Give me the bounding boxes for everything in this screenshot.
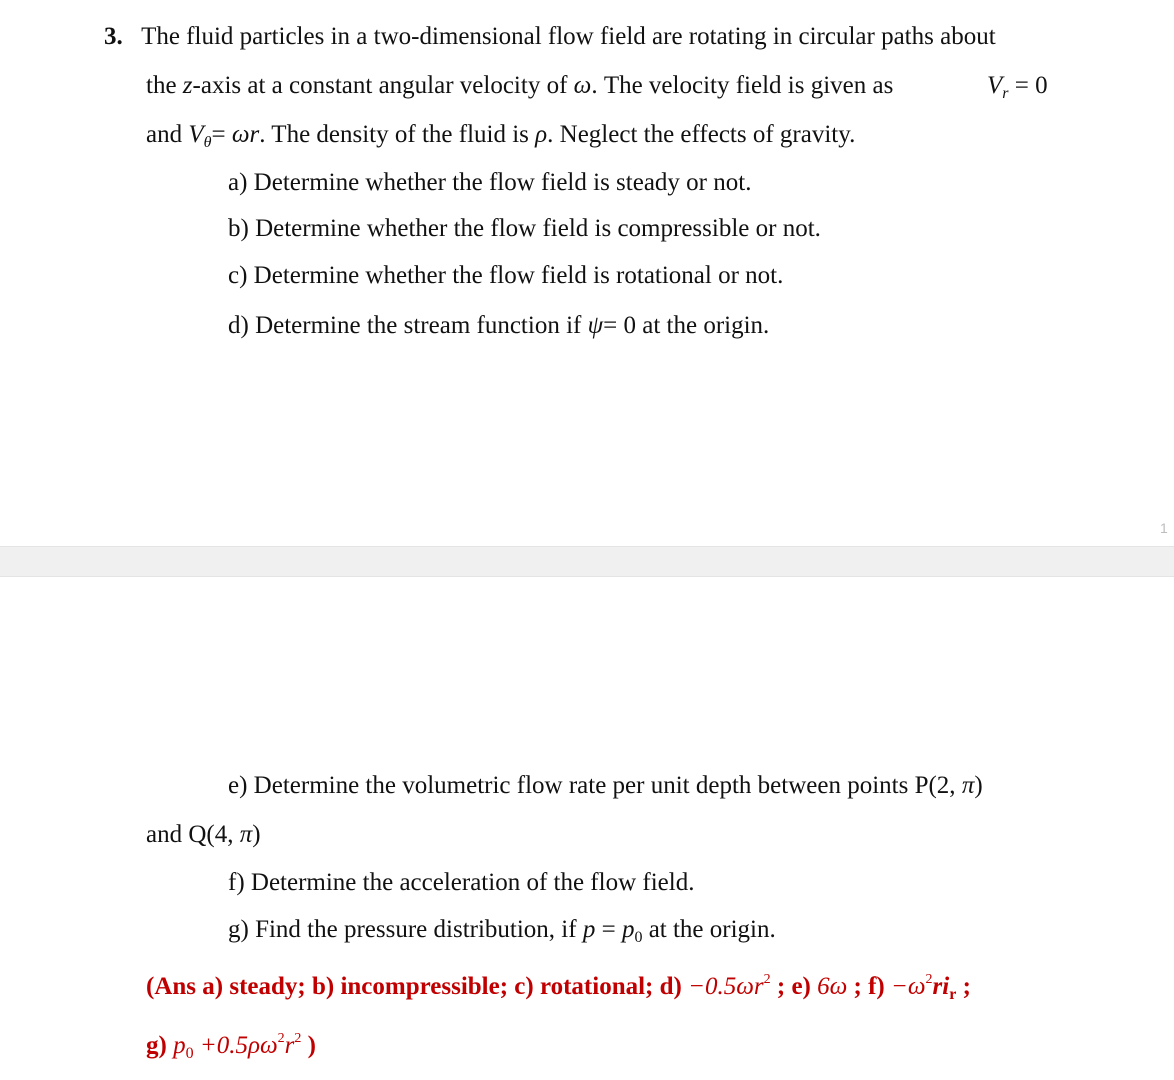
problem-text-3d: . Neglect the effects of gravity. <box>547 121 856 148</box>
part-e2-text-b: ) <box>252 821 261 848</box>
problem-text-3b: = <box>211 121 232 148</box>
problem-text-line-1: The fluid particles in a two-dimensional flow field are rotating in circular paths about <box>141 23 996 50</box>
problem-line-3 <box>146 120 855 158</box>
answer-text-2: ; e) <box>770 973 818 1000</box>
part-e-text-a: e) Determine the volumetric flow rate per unit depth between points P(2, <box>228 772 962 799</box>
rho-symbol: ρ <box>535 121 548 148</box>
problem-text-2a: the <box>146 72 183 99</box>
page-number-marker: 1 <box>1160 520 1168 536</box>
problem-line-1 <box>104 22 996 52</box>
answer-g-subscript: 0 <box>185 1045 194 1062</box>
vr-value: = 0 <box>1008 72 1048 99</box>
pi-symbol: π <box>961 772 975 799</box>
answer-f-subscript: r <box>949 986 957 1003</box>
part-f: f) Determine the acceleration of the flow field. <box>228 869 695 896</box>
answer-g-term-2: r <box>284 1032 295 1059</box>
answer-f-exponent: 2 <box>925 972 933 987</box>
problem-line-2 <box>146 71 893 101</box>
problem-text-2c: . The velocity field is given as <box>591 72 894 99</box>
problem-text-3a: and <box>146 121 189 148</box>
vr-equation <box>987 71 1048 109</box>
part-e-text-b: ) <box>974 772 983 799</box>
part-a: a) Determine whether the flow field is steady or not. <box>228 169 752 196</box>
omega-r-term: ωr <box>231 121 260 148</box>
problem-text-3c: . The density of the fluid is <box>259 121 536 148</box>
part-d-text-b: = 0 at the origin. <box>603 312 770 339</box>
part-g-text-c: at the origin. <box>642 916 776 943</box>
pi-symbol-2: π <box>239 821 253 848</box>
answer-f-value-2: ri <box>932 973 950 1000</box>
p0-symbol: p <box>621 916 635 943</box>
problem-number: 3. <box>104 23 123 50</box>
part-e2-text-a: and Q(4, <box>146 821 240 848</box>
omega-symbol: ω <box>573 72 592 99</box>
answer-g-exponent-1: 2 <box>277 1031 285 1046</box>
part-g-text-a: g) Find the pressure distribution, if <box>228 916 583 943</box>
p0-subscript: 0 <box>634 929 643 946</box>
answer-d-value: −0.5ωr <box>688 973 764 1000</box>
answer-text-3: ; f) <box>847 973 892 1000</box>
answer-line-1 <box>146 965 971 1010</box>
part-d-text-a: d) Determine the stream function if <box>228 312 588 339</box>
answer-g-close: ) <box>301 1032 316 1059</box>
psi-symbol: ψ <box>587 312 604 339</box>
answer-g-term-1: +0.5ρω <box>193 1032 278 1059</box>
answer-f-value: −ω <box>891 973 926 1000</box>
vtheta-subscript: θ <box>203 134 212 151</box>
answer-g-p: p <box>173 1032 186 1059</box>
answer-g-label: g) <box>146 1032 174 1059</box>
part-e <box>228 771 983 801</box>
part-c: c) Determine whether the flow field is rotational or not. <box>228 262 784 289</box>
problem-text-2b: -axis at a constant angular velocity of <box>192 72 574 99</box>
part-e-continued <box>146 820 261 850</box>
answer-e-value: 6ω <box>817 973 848 1000</box>
vr-subscript: r <box>1002 85 1009 102</box>
z-symbol: z <box>182 72 193 99</box>
answer-text-1: (Ans a) steady; b) incompressible; c) rotational; d) <box>146 973 689 1000</box>
p-symbol: p <box>582 916 596 943</box>
answer-text-4: ; <box>956 973 971 1000</box>
answer-g-exponent-2: 2 <box>294 1031 302 1046</box>
part-d <box>228 311 769 341</box>
answer-d-exponent: 2 <box>763 972 771 987</box>
vr-symbol: V <box>987 72 1003 99</box>
vtheta-symbol: V <box>188 121 204 148</box>
part-g <box>228 915 776 953</box>
part-g-equals: = <box>595 916 622 943</box>
page-break <box>0 546 1174 577</box>
part-b: b) Determine whether the flow field is compressible or not. <box>228 215 821 242</box>
answer-line-2 <box>146 1024 316 1069</box>
